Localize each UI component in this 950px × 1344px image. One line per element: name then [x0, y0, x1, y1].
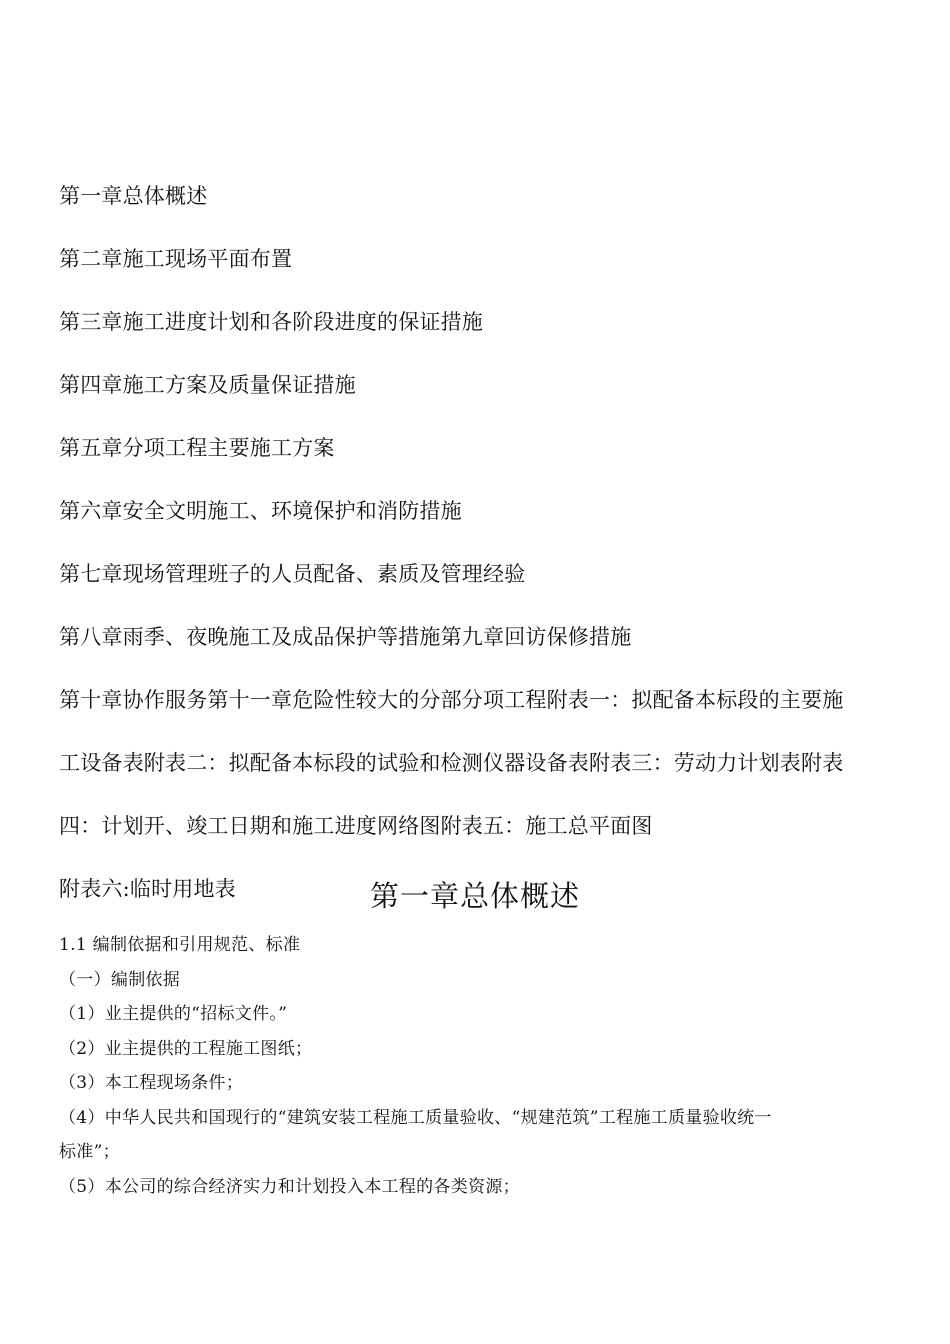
toc-line: 第六章安全文明施工、环境保护和消防措施 — [59, 499, 462, 523]
table-of-contents — [59, 165, 944, 901]
toc-line: 第十章协作服务第十一章危险性较大的分部分项工程附表一：拟配备本标段的主要施 — [59, 688, 844, 712]
toc-line: 附表六:临时用地表 — [59, 877, 236, 901]
toc-line: 第一章总体概述 — [59, 184, 208, 208]
toc-line: 第七章现场管理班子的人员配备、素质及管理经验 — [59, 562, 526, 586]
list-item: （1）业主提供的“招标文件。” — [59, 1004, 288, 1024]
section-heading: 1.1 编制依据和引用规范、标准 — [59, 935, 301, 955]
toc-line: 四：计划开、竣工日期和施工进度网络图附表五：施工总平面图 — [59, 814, 653, 838]
list-item: （2）业主提供的工程施工图纸； — [59, 1038, 313, 1059]
sub-heading: （一）编制依据 — [59, 969, 181, 990]
chapter-title: 第一章总体概述 — [369, 879, 580, 913]
list-item: （4）中华人民共和国现行的“建筑安装工程施工质量验收、“规建范筑”工程施工质量验收统一 — [59, 1107, 772, 1128]
section-body — [59, 928, 929, 1204]
toc-line: 第五章分项工程主要施工方案 — [59, 436, 335, 460]
list-item: （3）本工程现场条件； — [59, 1073, 244, 1093]
list-item-continuation: 标准”； — [59, 1142, 120, 1162]
toc-line: 第三章施工进度计划和各阶段进度的保证措施 — [59, 310, 483, 334]
toc-line: 第二章施工现场平面布置 — [59, 247, 293, 271]
toc-line: 第四章施工方案及质量保证措施 — [59, 373, 356, 397]
list-item: （5）本公司的综合经济实力和计划投入本工程的各类资源； — [59, 1176, 520, 1197]
toc-line: 工设备表附表二：拟配备本标段的试验和检测仪器设备表附表三：劳动力计划表附表 — [59, 751, 844, 775]
toc-line: 第八章雨季、夜晚施工及成品保护等措施第九章回访保修措施 — [59, 625, 632, 649]
